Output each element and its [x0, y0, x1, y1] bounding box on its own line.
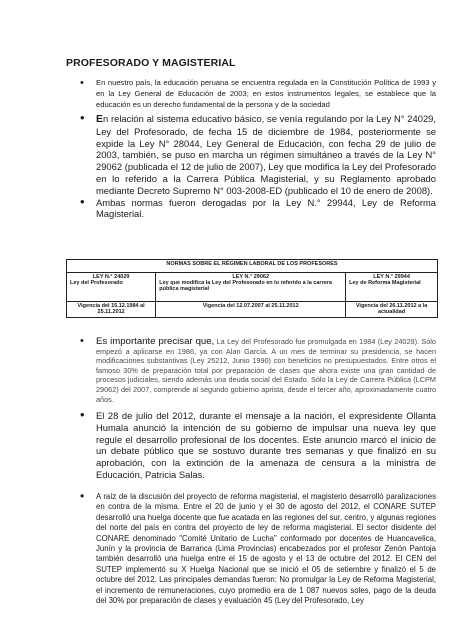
table-header: NORMAS SOBRE EL RÉGIMEN LABORAL DE LOS PROFESORES — [67, 260, 438, 273]
intro-list — [82, 78, 436, 110]
law-title: LEY N.° 24029 — [92, 274, 130, 280]
table-vigencia-29062: Vigencia del 12.07.2007 al 25.11.2012 — [156, 302, 346, 318]
bullet-relation — [82, 113, 436, 197]
law-subtitle: Ley de Reforma Magisterial — [349, 280, 421, 286]
important-list — [82, 337, 436, 404]
bullet-important-text: La Ley del Profesorado fue promulgada en 1984 (Ley 24029). Sólo empezó a aplicarse en 1986, ya con Alan García. A un mes de terminar su presidencia, se hacen modificaciones substantivas (Ley 25212, Junio 1990) con beneficios no presupuestados. Entre otros el famoso 30% de preparación total por preparación de clases que ahora existe una gran cantidad de procesos judiciales, siendo además una deuda social del Estado. Sólo la Ley de Carrera Pública (LCPM 29062) del 2007, comprende al segundo gobierno aprista, desde el tercer año, aproximadamente cuatro años. — [96, 337, 436, 404]
bullet-important-lead: Es importante precisar que, — [96, 336, 215, 347]
bullet-relation-text: n relación al sistema educativo básico, se venía regulando por la Ley N° 24029, Ley del Profesorado, de fecha 15 de diciembre de 1984, posteriormente se expide la Ley N° 28044, Ley General de Educación, con fecha 29 de julio de 2003, también, se puso en marcha un régimen simultáneo a través de la Ley N° 29062 (publicada el 12 de julio de 2007), Ley que modifica la Ley del Profesorado en lo referido a la Carrera Pública Magisterial, y su Reglamento aprobado mediante Decreto Supremo N° 003-2008-ED (publicado el 10 de enero de 2008). — [96, 113, 436, 196]
table-vigencia-29944: Vigencia del 26.11.2012 a la actualidad — [346, 302, 438, 318]
bullet-derogated: • Ambas normas fueron derogadas por la Ley N.° 29944, Ley de Reforma Magisterial. — [82, 197, 436, 221]
law-subtitle: Ley del Profesorado — [70, 280, 123, 286]
law-subtitle: Ley que modifica la Ley del Profesorado en lo referido a la carrera pública magisterial — [159, 280, 332, 292]
table-cell-law-24029 — [67, 273, 156, 302]
law-title: LEY N.° 29062 — [232, 274, 270, 280]
july-list — [82, 410, 436, 481]
bullet-important — [82, 337, 436, 404]
bullet-raiz: • A raíz de la discusión del proyecto de reforma magisterial, el magisterio desarrolló paralizaciones en contra de la misma. Entre el 20 de junio y el 30 de agosto del 2012, el CONARE SUTEP desarrolló una huelga docente que fue acatada en las regiones del sur, centro, y algunas regiones del norte del país en contra del proyecto de ley de reforma magisterial. El sector disidente del CONARE denominado "Comité Unitario de Lucha" conformado por docentes de Huancavelica, Junín y la provincia de Barranca (Lima Provincias) encabezados por el profesor Zenón Pantoja también desarrolló una huelga entre el 15 de agosto y el 13 de octubre del 2012. El CEN del SUTEP implementó su X Huelga Nacional que se inició el 05 de setiembre y finalizó el 5 de octubre del 2012. Las principales demandas fueron: No promulgar la Ley de Reforma Magisterial, el incremento de remuneraciones, cuyo promedio era de 1 087 nuevos soles, pago de la deuda del 30% por preparación de clases y evaluación 45 (Ley del Profesorado, Ley — [82, 492, 436, 606]
table-cell-law-29062 — [156, 273, 346, 302]
table-cell-law-29944 — [346, 273, 438, 302]
bullet-constitution: • En nuestro país, la educación peruana se encuentra regulada en la Constitución Política de 1993 y en la Ley General de Educación de 2003; en estos instrumentos legales, se establece que la educación es un derecho fundamental de la persona y de la sociedad — [82, 78, 436, 110]
document-title: PROFESORADO Y MAGISTERIAL — [66, 57, 236, 69]
table-vigencia-24029: Vigencia del 15.12.1984 al 25.11.2012 — [67, 302, 156, 318]
dropcap-letter: E — [96, 113, 104, 125]
law-list — [82, 113, 436, 220]
raiz-list — [82, 492, 436, 606]
laws-table — [66, 259, 438, 318]
law-title: LEY N.° 29944 — [373, 274, 410, 280]
bullet-july-2012: • El 28 de julio del 2012, durante el mensaje a la nación, el expresidente Ollanta Humala anunció la intención de su gobierno de impulsar una nueva ley que regule el desarrollo profesional de los docentes. Este anuncio marcó el inicio de un debate público que se sostuvo durante tres semanas y que finalizó en su aprobación, con la extinción de la amenaza de censura a la ministra de Educación, Patricia Salas. — [82, 410, 436, 481]
